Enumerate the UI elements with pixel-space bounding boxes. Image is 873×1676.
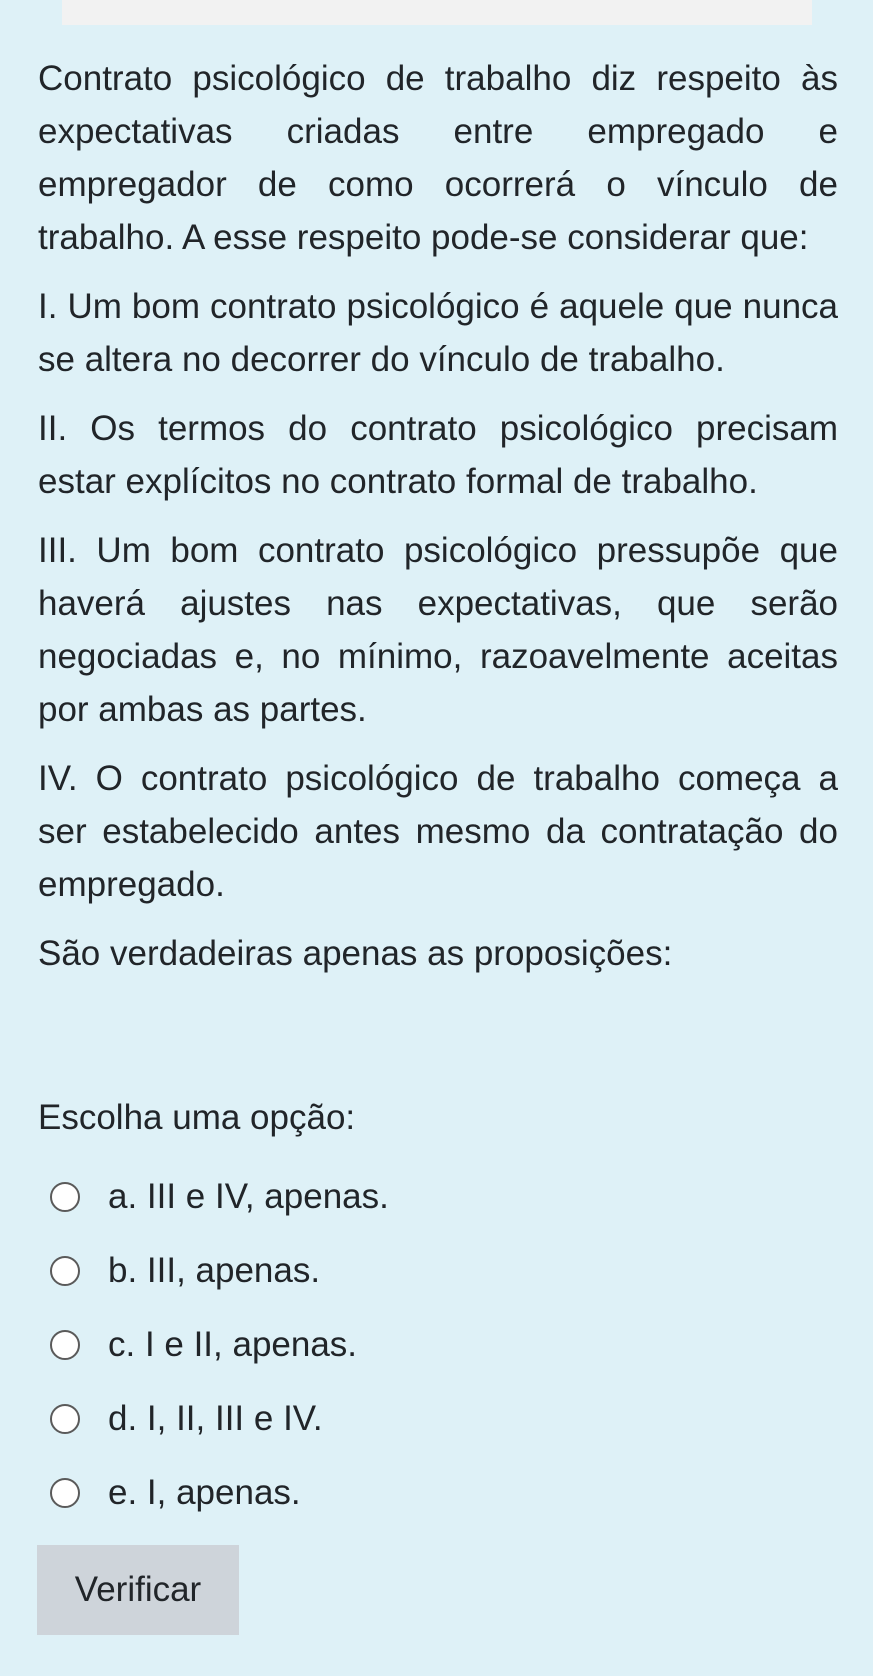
option-d[interactable]: [50, 1382, 830, 1456]
choose-option-prompt: Escolha uma opção:: [38, 1098, 356, 1137]
option-d-label[interactable]: d. I, II, III e IV.: [108, 1399, 323, 1438]
option-b-label[interactable]: b. III, apenas.: [108, 1251, 321, 1290]
answer-options: [50, 1160, 830, 1530]
top-bar: [62, 0, 812, 25]
option-a-label[interactable]: a. III e IV, apenas.: [108, 1177, 389, 1216]
radio-option-b[interactable]: [50, 1256, 80, 1286]
question-text: [38, 52, 838, 980]
option-e[interactable]: [50, 1456, 830, 1530]
statement-4: IV. O contrato psicológico de trabalho começa a ser estabelecido antes mesmo da contratação do empregado.: [38, 759, 838, 904]
option-e-label[interactable]: e. I, apenas.: [108, 1473, 301, 1512]
option-c[interactable]: [50, 1308, 830, 1382]
question-closing: São verdadeiras apenas as proposições:: [38, 934, 673, 973]
verify-button[interactable]: Verificar: [37, 1545, 239, 1635]
option-b[interactable]: [50, 1234, 830, 1308]
option-c-label[interactable]: c. I e II, apenas.: [108, 1325, 358, 1364]
statement-3: III. Um bom contrato psicológico pressupõe que haverá ajustes nas expectativas, que serão negociadas e, no mínimo, razoavelmente aceitas por ambas as partes.: [38, 531, 838, 729]
statement-2: II. Os termos do contrato psicológico precisam estar explícitos no contrato formal de trabalho.: [38, 409, 838, 501]
radio-option-a[interactable]: [50, 1182, 80, 1212]
statement-1: I. Um bom contrato psicológico é aquele que nunca se altera no decorrer do vínculo de trabalho.: [38, 287, 838, 379]
question-intro: Contrato psicológico de trabalho diz respeito às expectativas criadas entre empregado e empregador de como ocorrerá o vínculo de trabalho. A esse respeito pode-se considerar que:: [38, 59, 838, 257]
option-a[interactable]: [50, 1160, 830, 1234]
radio-option-d[interactable]: [50, 1404, 80, 1434]
radio-option-e[interactable]: [50, 1478, 80, 1508]
radio-option-c[interactable]: [50, 1330, 80, 1360]
